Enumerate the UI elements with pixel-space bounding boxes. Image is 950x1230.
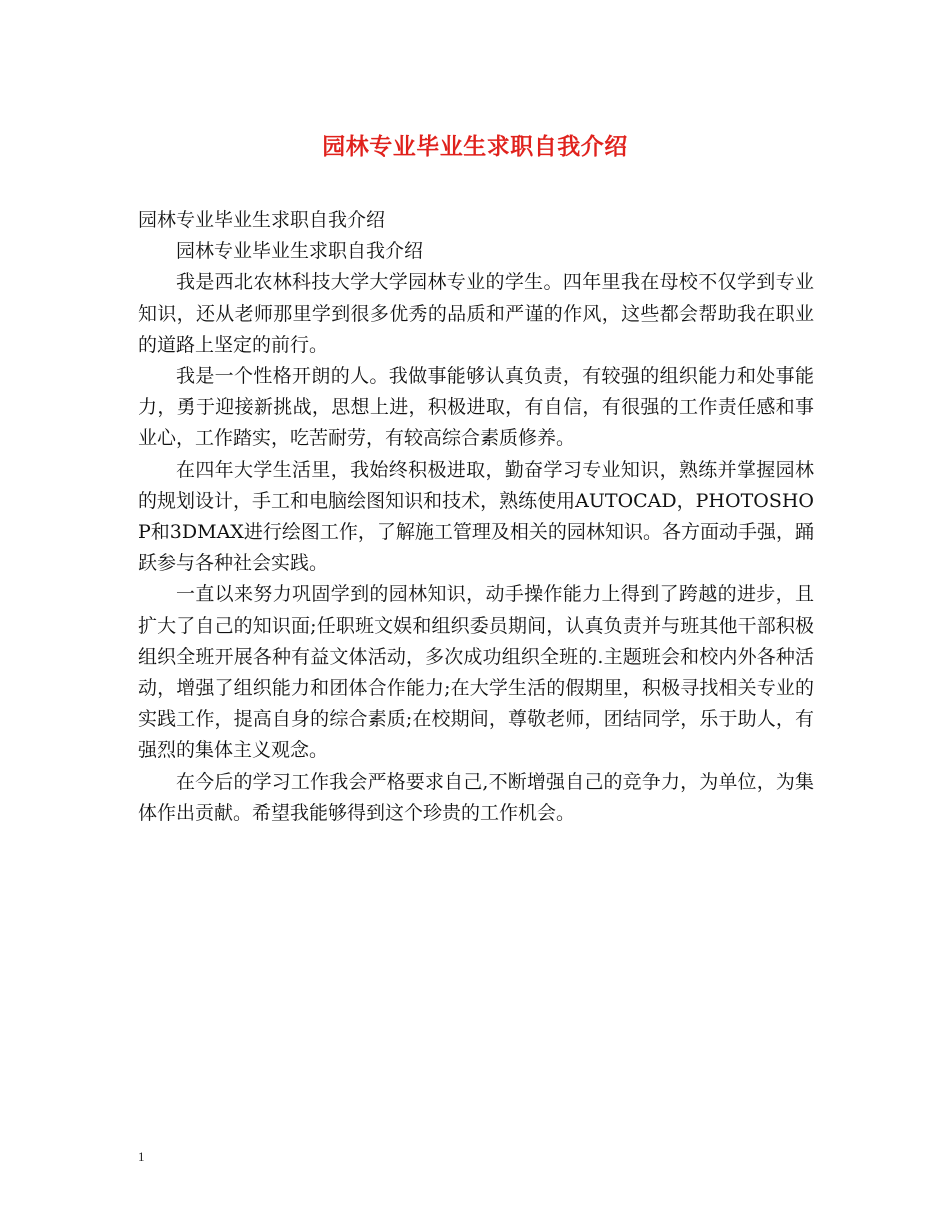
paragraph-closing: 在今后的学习工作我会严格要求自己,不断增强自己的竞争力，为单位，为集体作出贡献。希望我能够得到这个珍贵的工作机会。: [138, 770, 814, 824]
paragraph-personality: 我是一个性格开朗的人。我做事能够认真负责，有较强的组织能力和处事能力，勇于迎接新挑战，思想上进，积极进取，有自信，有很强的工作责任感和事业心，工作踏实，吃苦耐劳，有较高综合素质修养。: [138, 365, 814, 450]
page-number: 1: [138, 1149, 145, 1164]
document-title: 园林专业毕业生求职自我介绍: [322, 134, 628, 160]
paragraph-intro: 我是西北农林科技大学大学园林专业的学生。四年里我在母校不仅学到专业知识，还从老师那里学到很多优秀的品质和严谨的作风，这些都会帮助我在职业的道路上坚定的前行。: [138, 271, 814, 356]
paragraph-experience: 一直以来努力巩固学到的园林知识，动手操作能力上得到了跨越的进步，且扩大了自己的知识面;任职班文娱和组织委员期间，认真负责并与班其他干部积极组织全班开展各种有益文体活动，多次成功组织全班的.主题班会和校内外各种活动，增强了组织能力和团体合作能力;在大学生活的假期里，积极寻找相关专业的实践工作，提高自身的综合素质;在校期间，尊敬老师，团结同学，乐于助人，有强烈的集体主义观念。: [138, 583, 814, 762]
document-body: [138, 205, 814, 829]
body-subheading: 园林专业毕业生求职自我介绍: [176, 240, 424, 263]
body-heading: 园林专业毕业生求职自我介绍: [138, 209, 386, 231]
paragraph-skills: 在四年大学生活里，我始终积极进取，勤奋学习专业知识，熟练并掌握园林的规划设计，手工和电脑绘图知识和技术，熟练使用AUTOCAD，PHOTOSHOP和3DMAX进行绘图工作，了解施工管理及相关的园林知识。各方面动手强，踊跃参与各种社会实践。: [138, 458, 814, 575]
